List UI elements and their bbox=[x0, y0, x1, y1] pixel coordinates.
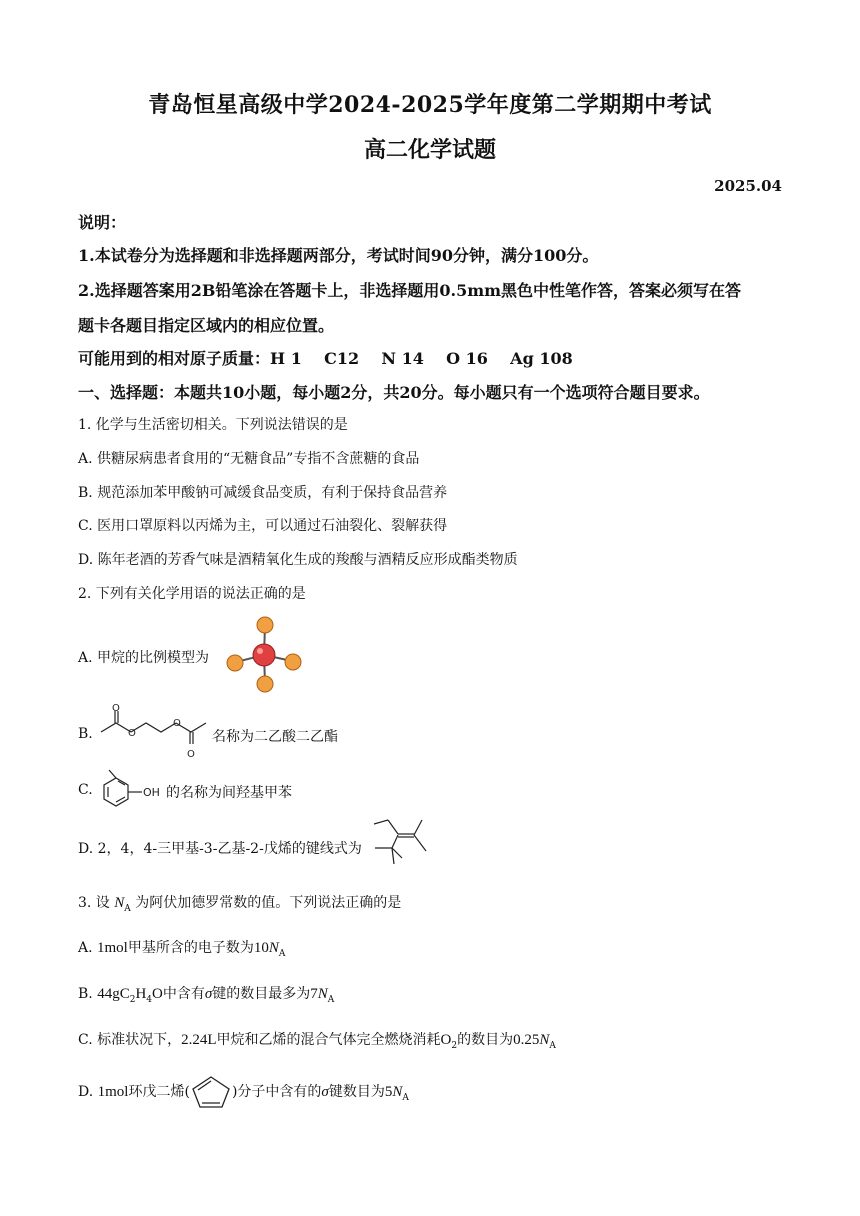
carbonyl-o-label: O bbox=[112, 703, 120, 714]
exam-title: 青岛恒星高级中学2024-2025学年度第二学期期中考试 bbox=[148, 92, 712, 118]
carbonyl-o-label: O bbox=[187, 749, 195, 760]
alkene-skeletal-formula bbox=[372, 814, 432, 870]
q2-option-b-label: B. bbox=[78, 726, 93, 742]
q1-option-b: B. 规范添加苯甲酸钠可减缓食品变质，有利于保持食品营养 bbox=[78, 485, 448, 501]
exam-subtitle: 高二化学试题 bbox=[363, 137, 496, 163]
q3-stem: 3. 设 $N_A$ 为阿伏加德罗常数的值。下列说法正确的是 bbox=[78, 895, 402, 914]
ethylene-diacetate-structure bbox=[96, 702, 212, 760]
exam-date: 2025.04 bbox=[714, 177, 782, 195]
q1-option-d: D. 陈年老酒的芳香气味是酒精氧化生成的羧酸与酒精反应形成酯类物质 bbox=[78, 552, 518, 568]
q2-option-d: D. 2，4，4-三甲基-3-乙基-2-戊烯的键线式为 bbox=[78, 841, 362, 857]
q3-option-b: B. $44gC_2H_4O$中含有σ键的数目最多为$7N_A$ bbox=[78, 986, 335, 1005]
notes-label: 说明： bbox=[78, 213, 127, 232]
notes-line-1: 1.本试卷分为选择题和非选择题两部分，考试时间90分钟，满分100分。 bbox=[78, 246, 599, 265]
q2-stem: 2. 下列有关化学用语的说法正确的是 bbox=[78, 586, 306, 602]
q2-option-c-text: 的名称为间羟基甲苯 bbox=[166, 785, 292, 801]
q1-option-c: C. 医用口罩原料以丙烯为主，可以通过石油裂化、裂解获得 bbox=[78, 518, 448, 534]
ester-o-label: O bbox=[173, 718, 181, 729]
m-cresol-structure bbox=[96, 768, 166, 810]
notes-line-2b: 题卡各题目指定区域内的相应位置。 bbox=[78, 316, 335, 335]
ester-o-label: O bbox=[128, 728, 136, 739]
q3-option-a: A. 1mol甲基所含的电子数为$10N_A$ bbox=[78, 940, 286, 959]
q1-option-a: A. 供糖尿病患者食用的“无糖食品”专指不含蔗糖的食品 bbox=[78, 451, 420, 467]
q1-stem: 1. 化学与生活密切相关。下列说法错误的是 bbox=[78, 417, 348, 433]
section-1-heading: 一、选择题：本题共10小题，每小题2分，共20分。每小题只有一个选项符合题目要求。 bbox=[78, 383, 710, 402]
q2-option-a: A. 甲烷的比例模型为 bbox=[78, 650, 210, 666]
notes-line-2a: 2.选择题答案用2B铅笔涂在答题卡上，非选择题用0.5mm黑色中性笔作答，答案必须写在答 bbox=[78, 281, 742, 300]
q3-option-d: D. 1mol环戊二烯( )分子中含有的σ键数目为$5N_A$ bbox=[78, 1074, 788, 1110]
methane-ball-model-figure bbox=[222, 614, 304, 694]
q2-option-b-text: 名称为二乙酸二乙酯 bbox=[212, 729, 338, 745]
cyclopentadiene-structure bbox=[190, 1074, 232, 1110]
atomic-mass-line: 可能用到的相对原子质量：H 1 C12 N 14 O 16 Ag 108 bbox=[78, 349, 573, 368]
hydroxyl-label: OH bbox=[143, 786, 160, 799]
q3-option-c: C. 标准状况下，2.24L甲烷和乙烯的混合气体完全燃烧消耗$O_2$的数目为$0.25N_A$ bbox=[78, 1032, 556, 1051]
q2-option-c-label: C. bbox=[78, 782, 93, 798]
